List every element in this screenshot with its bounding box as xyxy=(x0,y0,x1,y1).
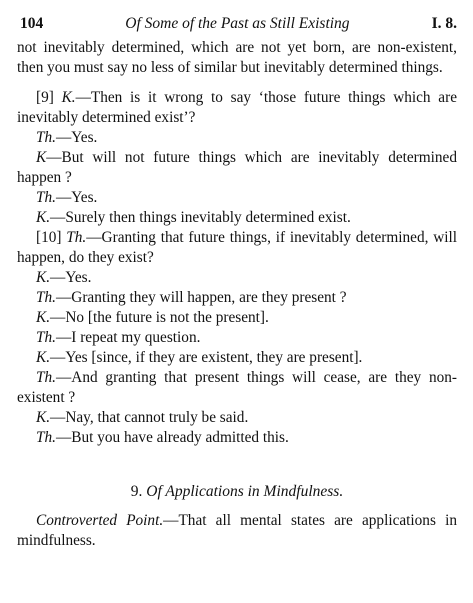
dialogue-line xyxy=(17,308,457,328)
dialogue-line xyxy=(17,288,457,308)
section-number: 9. xyxy=(130,483,147,500)
dialogue-line xyxy=(17,128,457,148)
dialogue-line xyxy=(17,228,457,268)
paragraph-marker: [9] xyxy=(36,89,62,106)
utterance: —But you have already admitted this. xyxy=(55,429,289,446)
utterance: —Nay, that cannot truly be said. xyxy=(50,409,249,426)
speaker: Th. xyxy=(36,289,56,306)
utterance: —Yes. xyxy=(55,129,98,146)
speaker: Th. xyxy=(66,229,87,246)
utterance: —I repeat my question. xyxy=(55,329,201,346)
speaker: K. xyxy=(36,349,51,366)
utterance: —Granting they will happen, are they present ? xyxy=(55,289,347,306)
speaker: K. xyxy=(36,269,51,286)
utterance: —Yes [since, if they are existent, they are present]. xyxy=(50,349,363,366)
speaker: Th. xyxy=(36,129,56,146)
utterance: —And granting that present things will cease, are they non-existent ? xyxy=(17,369,457,406)
dialogue-line xyxy=(17,268,457,288)
speaker: K. xyxy=(36,209,51,226)
controverted-text: —That all mental states are applications in mindfulness. xyxy=(17,512,457,549)
speaker: Th. xyxy=(36,429,56,446)
dialogue-line xyxy=(17,328,457,348)
dialogue-line xyxy=(17,188,457,208)
dialogue-line xyxy=(17,408,457,428)
speaker: K xyxy=(36,149,47,166)
speaker: Th. xyxy=(36,329,56,346)
dialogue-line xyxy=(17,208,457,228)
dialogue-line xyxy=(17,88,457,128)
utterance: —Yes. xyxy=(50,269,92,286)
section-heading xyxy=(17,482,457,502)
dialogue-line xyxy=(17,148,457,188)
speaker: K. xyxy=(36,309,51,326)
utterance: —But will not future things which are inevitably determined happen ? xyxy=(17,149,457,186)
section-title: Of Applications in Mindfulness. xyxy=(146,483,344,500)
utterance: —Yes. xyxy=(55,189,98,206)
controverted-label: Controverted Point. xyxy=(36,512,164,529)
dialogue-line xyxy=(17,428,457,448)
dialogue xyxy=(17,88,457,448)
dialogue-line xyxy=(17,348,457,368)
paragraph-marker: [10] xyxy=(36,229,67,246)
utterance: —Then is it wrong to say ‘those future things which are inevitably determined exist’? xyxy=(17,89,457,126)
utterance: —Surely then things inevitably determined exist. xyxy=(50,209,351,226)
section-reference: I. 8. xyxy=(431,15,457,32)
running-header xyxy=(17,14,457,34)
speaker: Th. xyxy=(36,189,56,206)
running-title: Of Some of the Past as Still Existing xyxy=(125,15,350,32)
page-number: 104 xyxy=(20,15,44,32)
speaker: Th. xyxy=(36,369,56,386)
continuation-paragraph: not inevitably determined, which are not yet born, are non-existent, then you must say no less of similar but inevitably determined things. xyxy=(17,39,457,76)
speaker: K. xyxy=(61,89,76,106)
controverted-point xyxy=(17,511,457,551)
utterance: —No [the future is not the present]. xyxy=(50,309,269,326)
utterance: —Granting that future things, if inevitably determined, will happen, do they exist? xyxy=(17,229,457,266)
dialogue-line xyxy=(17,368,457,408)
speaker: K. xyxy=(36,409,51,426)
